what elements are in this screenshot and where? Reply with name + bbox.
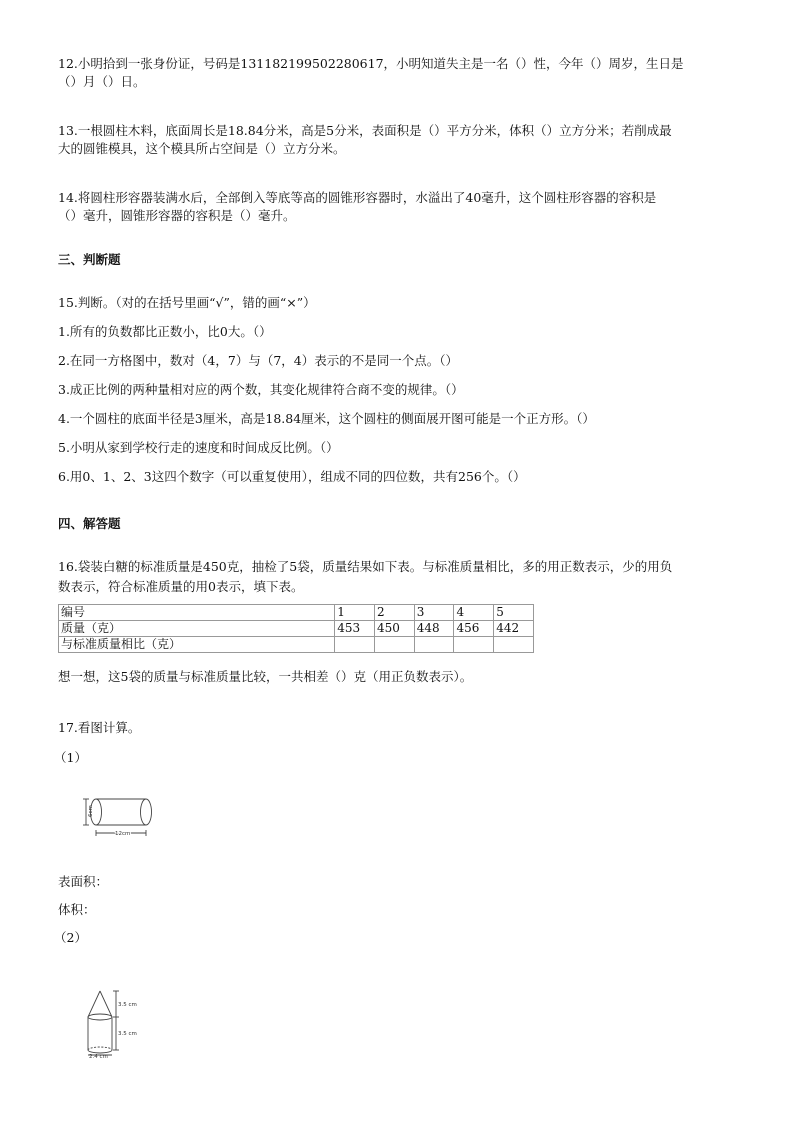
q14-line2: （）毫升，圆锥形容器的容积是（）毫升。 xyxy=(58,208,296,223)
cylinder-height-label: 3.5 cm xyxy=(118,1031,137,1037)
q17-part1-label: （1） xyxy=(54,750,87,765)
cone-height-label: 3.5 cm xyxy=(118,1002,137,1008)
table-cell: 2 xyxy=(374,605,414,621)
q16-line1: 16.袋装白糖的标准质量是450克，抽检了5袋，质量结果如下表。与标准质量相比，多的用正数表示，少的用负 xyxy=(58,559,673,574)
sugar-weight-table xyxy=(58,604,534,653)
table-cell: 质量（克） xyxy=(59,621,335,637)
table-cell: 448 xyxy=(414,621,454,637)
table-row xyxy=(59,621,534,637)
length-label: 12cm xyxy=(115,831,131,837)
table-cell-blank[interactable] xyxy=(414,637,454,653)
diameter-label: 2.4 cm xyxy=(89,1054,108,1060)
q15-item: 3.成正比例的两种量相对应的两个数，其变化规律符合商不变的规律。（） xyxy=(58,382,464,397)
table-cell: 450 xyxy=(374,621,414,637)
volume-label: 体积： xyxy=(58,902,96,917)
table-row xyxy=(59,605,534,621)
q13-line1: 13.一根圆柱木料，底面周长是18.84分米，高是5分米，表面积是（）平方分米，体积（）立方分米；若削成最 xyxy=(58,123,672,138)
q12-line2: （）月（）日。 xyxy=(58,74,146,89)
table-cell: 3 xyxy=(414,605,454,621)
q15-item: 1.所有的负数都比正数小，比0大。（） xyxy=(58,324,272,339)
section-title-judgement: 三、判断题 xyxy=(58,252,121,267)
table-cell-blank[interactable] xyxy=(494,637,534,653)
table-cell: 442 xyxy=(494,621,534,637)
q15-item: 4.一个圆柱的底面半径是3厘米，高是18.84厘米，这个圆柱的侧面展开图可能是一个正方形。（） xyxy=(58,411,595,426)
table-cell: 4 xyxy=(454,605,494,621)
table-cell-blank[interactable] xyxy=(374,637,414,653)
table-cell: 编号 xyxy=(59,605,335,621)
table-cell-blank[interactable] xyxy=(335,637,375,653)
table-cell: 1 xyxy=(335,605,375,621)
q12-line1: 12.小明拾到一张身份证，号码是131182199502280617，小明知道失主是一名（）性，今年（）周岁，生日是 xyxy=(58,56,684,71)
q16-after: 想一想，这5袋的质量与标准质量比较，一共相差（）克（用正负数表示）。 xyxy=(58,669,473,684)
section-title-solve: 四、解答题 xyxy=(58,516,121,531)
table-cell: 5 xyxy=(494,605,534,621)
cylinder-figure xyxy=(78,792,162,842)
surface-area-label: 表面积： xyxy=(58,874,109,889)
table-cell-blank[interactable] xyxy=(454,637,494,653)
table-cell: 与标准质量相比（克） xyxy=(59,637,335,653)
q14-line1: 14.将圆柱形容器装满水后，全部倒入等底等高的圆锥形容器时，水溢出了40毫升，这个圆柱形容器的容积是 xyxy=(58,190,657,205)
q17-part2-label: （2） xyxy=(54,930,87,945)
table-row xyxy=(59,637,534,653)
q17-title: 17.看图计算。 xyxy=(58,720,141,735)
height-label: 6cm xyxy=(88,805,94,817)
q15-item: 6.用0、1、2、3这四个数字（可以重复使用），组成不同的四位数，共有256个。（） xyxy=(58,469,526,484)
q16-line2: 数表示，符合标准质量的用0表示，填下表。 xyxy=(58,579,304,594)
table-cell: 453 xyxy=(335,621,375,637)
table-cell: 456 xyxy=(454,621,494,637)
q15-intro: 15.判断。（对的在括号里画“√”，错的画“×”） xyxy=(58,295,316,310)
q15-item: 5.小明从家到学校行走的速度和时间成反比例。（） xyxy=(58,440,339,455)
cone-cylinder-figure xyxy=(82,988,152,1060)
q13-line2: 大的圆锥模具，这个模具所占空间是（）立方分米。 xyxy=(58,141,346,156)
q15-item: 2.在同一方格图中，数对（4，7）与（7，4）表示的不是同一个点。（） xyxy=(58,353,458,368)
